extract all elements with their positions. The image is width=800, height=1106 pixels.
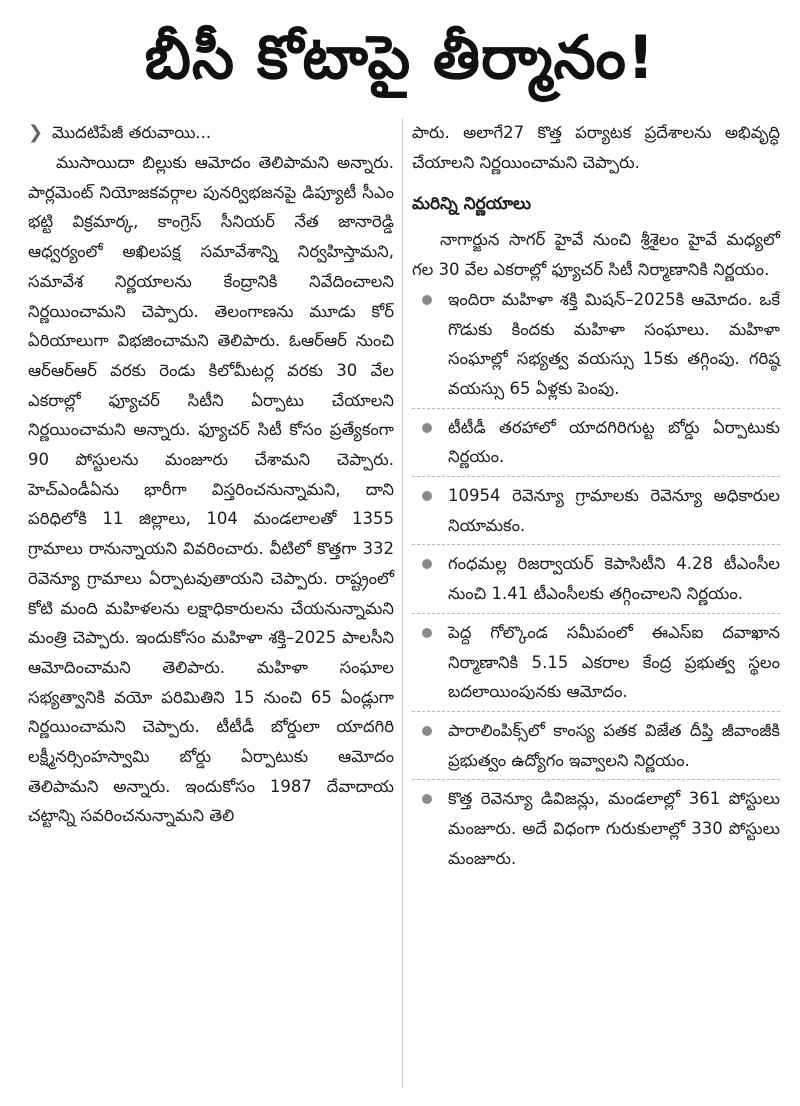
left-body-paragraph: ముసాయిదా బిల్లుకు ఆమోదం తెలిపామని అన్నారు. పార్లమెంట్ నియోజకవర్గాల పునర్విభజనపై డిప్యూటీ సీఎం భట్టి విక్రమార్క, కాంగ్రెస్ సీనియర్ నేత జానారెడ్డి ఆధ్వర్యంలో అఖిలపక్ష సమావేశాన్ని నిర్వహిస్తామని, సమావేశ నిర్ణయాలను కేంద్రానికి నివేదించాలని నిర్ణయించామని చెప్పారు. తెలంగాణను మూడు కోర్ ఏరియాలుగా విభజించామని తెలిపారు. ఓఆర్ఆర్ నుంచి ఆర్ఆర్ఆర్ వరకు రెండు కిలోమీటర్ల వరకు 30 వేల ఎకరాల్లో ఫ్యూచర్ సిటీని ఏర్పాటు చేయాలని నిర్ణయించామని అన్నారు. ఫ్యూచర్ సిటీ కోసం ప్రత్యేకంగా 90 పోస్టులను మంజూరు చేశామని చెప్పారు. హెచ్ఎండీఏను భారీగా విస్తరించనున్నామని, దాని పరిధిలోకి 11 జిల్లాలు, 104 మండలాలతో 1355 గ్రామాలు రానున్నాయని వివరించారు. వీటిలో కొత్తగా 332 రెవెన్యూ గ్రామాలు ఏర్పాటవుతాయని చెప్పారు. రాష్ట్రంలో కోటి మంది మహిళలను లక్షాధికారులను చేయనున్నామని మంత్రి చెప్పారు. ఇందుకోసం మహిళా శక్తి–2025 పాలసీని ఆమోదించామని తెలిపారు. మహిళా సంఘాల సభ్యత్వానికి వయో పరిమితిని 15 నుంచి 65 ఏండ్లుగా నిర్ణయించామని చెప్పారు. టీటీడీ బోర్డులా యాదగిరి లక్ష్మీనర్సింహస్వామి బోర్డు ఏర్పాటుకు ఆమోదం తెలిపామని అన్నారు. ఇందుకోసం 1987 దేవాదాయ చట్టాన్ని సవరించనున్నామని తెలి [28,153,394,826]
list-item [412,549,780,613]
subheading: మరిన్ని నిర్ణయాలు [412,194,531,215]
list-item-text: పెద్ద గోల్కొండ సమీపంలో ఈఎస్ఐ దవాఖాన నిర్మాణానికి 5.15 ఎకరాల కేంద్ర ప్రభుత్వ స్థలం బదలాయింపునకు ఆమోదం. [448,622,780,702]
list-item [412,716,780,780]
bullet-icon [422,559,432,569]
list-item-text: గంధమల్ల రిజర్వాయర్ కెపాసిటీని 4.28 టీఎంసీల నుంచి 1.41 టీఎంసీలకు తగ్గించాలని నిర్ణయం. [448,554,780,604]
left-column [28,118,394,831]
list-item [412,618,780,712]
right-continued-paragraph: పారు. అలాగే27 కొత్త పర్యాటక ప్రదేశాలను అభివృద్ధి చేయాలని నిర్ణయించామని చెప్పారు. [412,123,780,172]
bullet-icon [422,726,432,736]
decision-list [412,285,780,878]
bullet-icon [422,794,432,804]
column-divider [402,118,403,1088]
right-column [412,118,780,881]
continuation-label: మొదటిపేజీ తరువాయి... [52,123,212,143]
chevron-right-icon: ❯ [28,122,44,144]
list-item [412,285,780,409]
bullet-icon [422,423,432,433]
list-item-text: 10954 రెవెన్యూ గ్రామాలకు రెవెన్యూ అధికారుల నియామకం. [448,486,780,535]
list-item [412,481,780,545]
list-item-text: ఇందిరా మహిళా శక్తి మిషన్–2025కి ఆమోదం. ఒకే గొడుకు కిందకు మహిళా సంఘాలు. మహిళా సంఘాల్లో సభ్యత్వ వయస్సు 15కు తగ్గింపు. గరిష్ఠ వయస్సు 65 ఏళ్లకు పెంపు. [448,289,780,398]
headline: బీసీ కోటాపై తీర్మానం! [144,23,656,93]
bullet-icon [422,628,432,638]
list-item [412,413,780,477]
list-item-text: పారాలింపిక్స్‌లో కాంస్య పతక విజేత దీప్తి జీవాంజీకి ప్రభుత్వం ఉద్యోగం ఇవ్వాలని నిర్ణయం. [448,720,780,770]
bullet-icon [422,491,432,501]
list-item-text: కొత్త రెవెన్యూ డివిజన్లు, మండలాల్లో 361 పోస్టులు మంజూరు. అదే విధంగా గురుకులాల్లో 330 పోస్టులు మంజూరు. [448,789,780,868]
continuation-line [28,118,394,148]
right-intro-paragraph: నాగార్జున సాగర్ హైవే నుంచి శ్రీశైలం హైవే మధ్యలో గల 30 వేల ఎకరాల్లో ఫ్యూచర్ సిటీ నిర్మాణానికి నిర్ణయం. [412,230,780,280]
bullet-icon [422,295,432,305]
list-item-text: టీటీడీ తరహాలో యాదగిరిగుట్ట బోర్డు ఏర్పాటుకు నిర్ణయం. [448,417,780,467]
list-item [412,784,780,877]
